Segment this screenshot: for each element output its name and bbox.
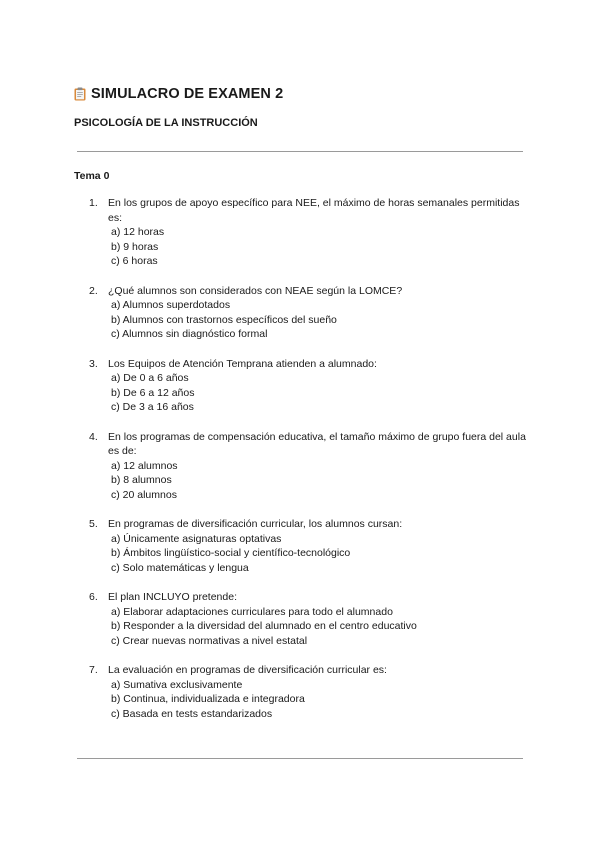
option-c: c) 6 horas — [111, 255, 158, 267]
option-c: c) Crear nuevas normativas a nivel estatal — [111, 634, 308, 647]
question-number: 6. — [89, 591, 98, 603]
option-c: c) Basada en tests estandarizados — [111, 707, 273, 720]
option-b: b) 9 horas — [111, 240, 159, 253]
question-text: ¿Qué alumnos son considerados con NEAE según la LOMCE? — [108, 284, 403, 297]
subject-title: PSICOLOGÍA DE LA INSTRUCCIÓN — [74, 117, 258, 129]
question-text: En los programas de compensación educativa, el tamaño máximo de grupo fuera del aula es de: — [108, 430, 526, 457]
option-list — [108, 298, 531, 342]
question-number: 5. — [89, 518, 98, 530]
option-b: b) Alumnos con trastornos específicos del sueño — [111, 313, 337, 326]
question-text: Los Equipos de Atención Temprana atienden a alumnado: — [108, 357, 377, 370]
option-list — [108, 459, 531, 503]
option-b: b) Responder a la diversidad del alumnado en el centro educativo — [111, 620, 417, 632]
option-a: a) Únicamente asignaturas optativas — [111, 532, 282, 545]
option-a: a) Sumativa exclusivamente — [111, 678, 243, 691]
clipboard-icon — [74, 87, 86, 101]
question-item — [86, 517, 531, 575]
question-item — [86, 663, 531, 721]
option-b: b) Continua, individualizada e integradora — [111, 693, 305, 705]
question-number: 1. — [89, 197, 98, 209]
option-list — [108, 678, 531, 722]
option-a: a) 12 horas — [111, 226, 165, 238]
question-item — [86, 590, 531, 648]
question-number: 3. — [89, 357, 98, 370]
option-b: b) 8 alumnos — [111, 474, 172, 486]
question-text: La evaluación en programas de diversificación curricular es: — [108, 664, 387, 676]
question-item — [86, 196, 531, 269]
question-list — [86, 196, 531, 736]
question-text: En programas de diversificación curricular, los alumnos cursan: — [108, 518, 403, 530]
question-text: El plan INCLUYO pretende: — [108, 591, 237, 603]
option-b: b) De 6 a 12 años — [111, 386, 195, 399]
option-c: c) 20 alumnos — [111, 488, 177, 501]
question-item — [86, 430, 531, 503]
question-number: 7. — [89, 664, 98, 676]
question-number: 2. — [89, 284, 98, 297]
option-c: c) Solo matemáticas y lengua — [111, 561, 249, 574]
question-number: 4. — [89, 430, 98, 443]
option-a: a) 12 alumnos — [111, 459, 178, 472]
option-list — [108, 532, 531, 576]
option-c: c) Alumnos sin diagnóstico formal — [111, 328, 268, 340]
page-title-text: SIMULACRO DE EXAMEN 2 — [91, 86, 284, 102]
option-b: b) Ámbitos lingüístico-social y científico-tecnológico — [111, 547, 351, 559]
question-item — [86, 284, 531, 342]
option-list — [108, 371, 531, 415]
question-item — [86, 357, 531, 415]
option-a: a) De 0 a 6 años — [111, 372, 189, 384]
option-list — [108, 225, 531, 269]
page-title — [74, 86, 283, 102]
top-divider — [77, 151, 523, 152]
option-c: c) De 3 a 16 años — [111, 401, 194, 413]
question-text: En los grupos de apoyo específico para NEE, el máximo de horas semanales permitidas es: — [108, 197, 520, 224]
option-a: a) Alumnos superdotados — [111, 299, 231, 311]
option-a: a) Elaborar adaptaciones curriculares para todo el alumnado — [111, 605, 393, 618]
option-list — [108, 605, 531, 649]
bottom-divider — [77, 758, 523, 759]
section-heading: Tema 0 — [74, 170, 110, 182]
